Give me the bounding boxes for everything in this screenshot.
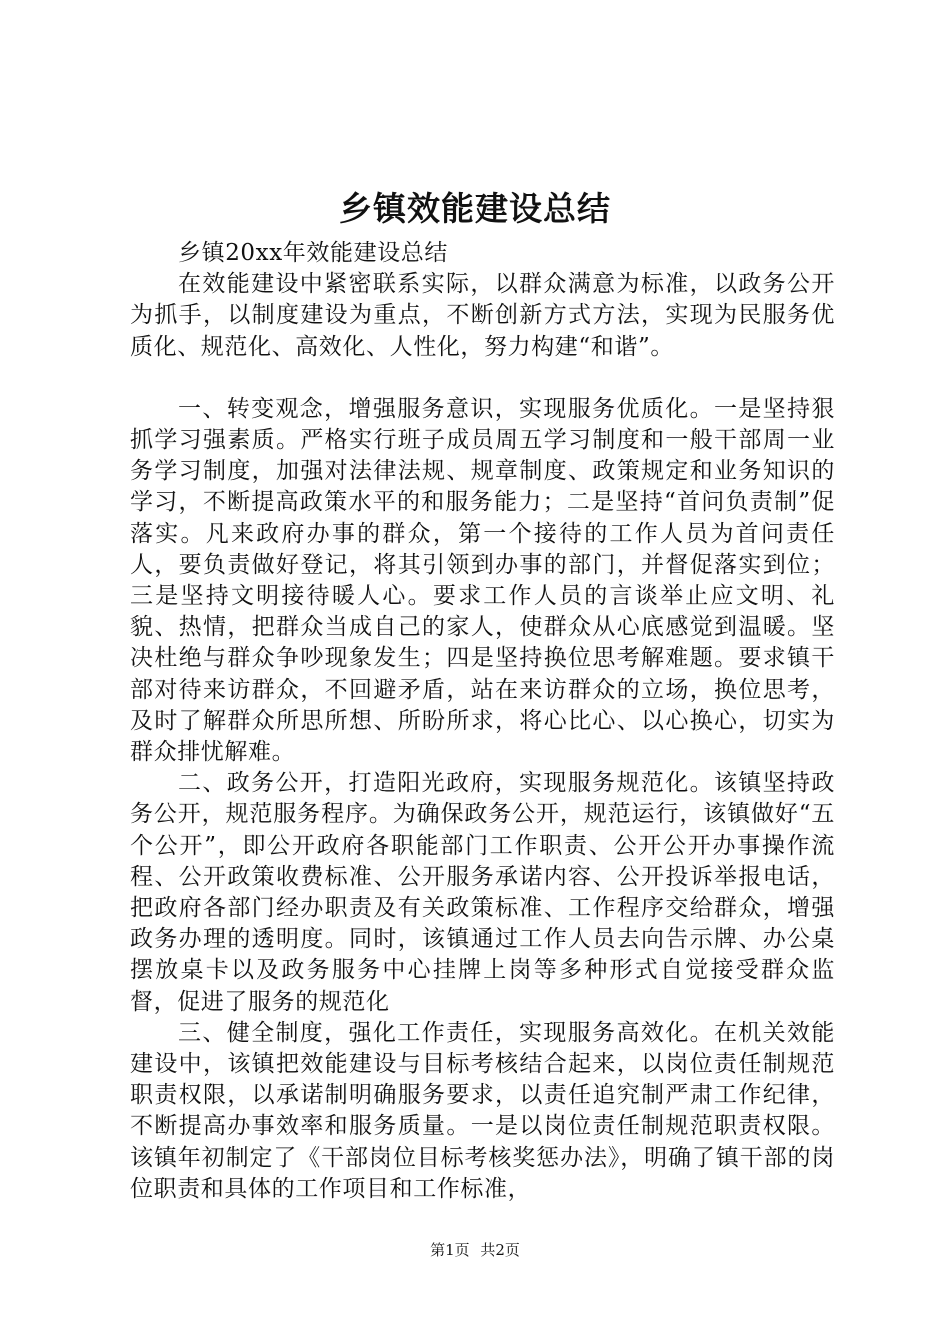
document-body	[130, 238, 835, 1205]
page-number: 第1页	[430, 1241, 470, 1259]
paragraph-section-2: 二、政务公开，打造阳光政府，实现服务规范化。该镇坚持政务公开，规范服务程序。为确保政务公开，规范运行，该镇做好“五个公开”，即公开政府各职能部门工作职责、公开公开办事操作流程、公开政策收费标准、公开服务承诺内容、公开投诉举报电话，把政府各部门经办职责及有关政策标准、工作程序交给群众，增强政务办理的透明度。同时，该镇通过工作人员去向告示牌、办公桌摆放桌卡以及政务服务中心挂牌上岗等多种形式自觉接受群众监督，促进了服务的规范化	[130, 770, 835, 1015]
page-total: 共2页	[480, 1241, 520, 1259]
paragraph-section-1: 一、转变观念，增强服务意识，实现服务优质化。一是坚持狠抓学习强素质。严格实行班子成员周五学习制度和一般干部周一业务学习制度，加强对法律法规、规章制度、政策规定和业务知识的学习，不断提高政策水平的和服务能力；二是坚持“首问负责制”促落实。凡来政府办事的群众，第一个接待的工作人员为首问责任人，要负责做好登记，将其引领到办事的部门，并督促落实到位；三是坚持文明接待暖人心。要求工作人员的言谈举止应文明、礼貌、热情，把群众当成自己的家人，使群众从心底感觉到温暖。坚决杜绝与群众争吵现象发生；四是坚持换位思考解难题。要求镇干部对待来访群众，不回避矛盾，站在来访群众的立场，换位思考，及时了解群众所思所想、所盼所求，将心比心、以心换心，切实为群众排忧解难。	[130, 395, 835, 766]
paragraph-intro: 在效能建设中紧密联系实际，以群众满意为标准，以政务公开为抓手，以制度建设为重点，不断创新方式方法，实现为民服务优质化、规范化、高效化、人性化，努力构建“和谐”。	[130, 271, 835, 360]
document-subtitle: 乡镇20xx年效能建设总结	[178, 240, 449, 266]
paragraph-gap	[130, 363, 835, 394]
document-title: 乡镇效能建设总结	[339, 189, 611, 228]
paragraph-section-3: 三、健全制度，强化工作责任，实现服务高效化。在机关效能建设中，该镇把效能建设与目标考核结合起来，以岗位责任制规范职责权限，以承诺制明确服务要求，以责任追究制严肃工作纪律，不断提高办事效率和服务质量。一是以岗位责任制规范职责权限。该镇年初制定了《干部岗位目标考核奖惩办法》，明确了镇干部的岗位职责和具体的工作项目和工作标准，	[130, 1019, 835, 1202]
page-footer	[0, 1238, 950, 1262]
